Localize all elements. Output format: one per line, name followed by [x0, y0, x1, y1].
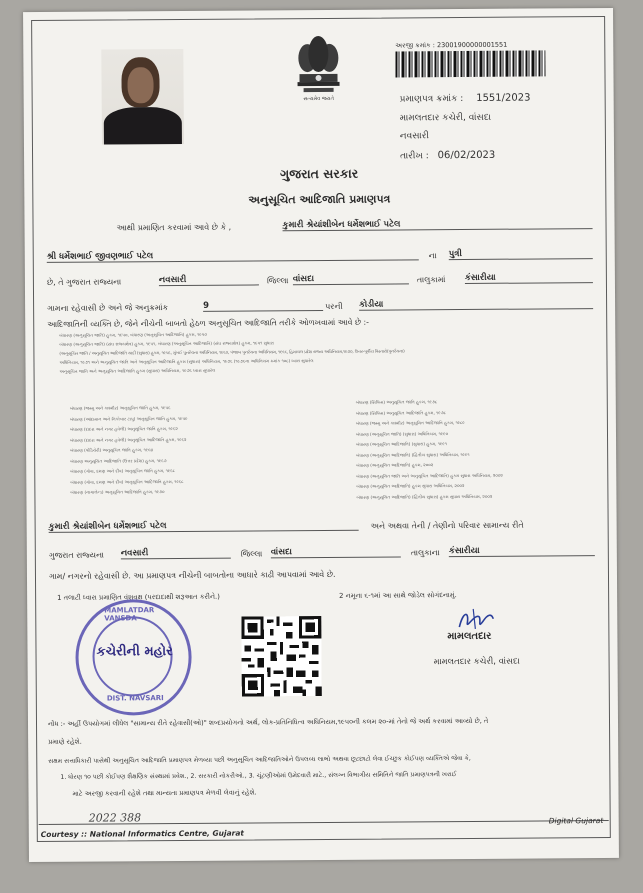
orders-left-column — [70, 404, 311, 500]
certificate-number: 1551/2023 — [476, 92, 531, 104]
order-left-item: બંધારણ (ગોવા, દમણ અને દીવ) અનુસૂચિત જાતિ હુકમ, ૧૯૬૮ — [70, 468, 175, 474]
seal-center-text: કચેરીની મહોર — [96, 644, 173, 660]
order-right-item: બંધારણ (અનુસૂચિત આદિજાતિ) (સુધારા) હુકમ, ૧૯૯૧ — [356, 441, 447, 447]
order-left-item: બંધારણ (નાગાલેન્ડ) અનુસૂચિત આદિજાતિ હુકમ, ૧૯૭૦ — [70, 489, 165, 495]
order-left-item: બંધારણ (દાદરા અને નગર હવેલી) અનુસૂચિત જાતિ હુકમ, ૧૯૬૨ — [69, 425, 178, 432]
district-value: નવસારી — [159, 274, 259, 286]
certificate-title: અનુસૂચિત આદિજાતિ પ્રમાણપત્ર — [248, 192, 391, 207]
order-right-item: બંધારણ (સિક્કિમ) અનુસૂચિત આદિજાતિ હુકમ, ૧૯૭૮ — [355, 409, 446, 416]
signatory-office: મામલતદાર કચેરી, વાંસદા — [433, 656, 520, 668]
residence-text: ગામ/ નગરનો રહેવાસી છે. આ પ્રમાણપત્ર નીચેની બાબતોના આધારે કાઢી આપવામાં આવે છે. — [48, 569, 336, 581]
order-left-item: બંધારણ (આંદામાન અને નિકોબાર ટાપુ) અનુસૂચિત જાતિ હુકમ, ૧૯૫૯ — [69, 415, 188, 422]
seal-bottom-text: DIST. NAVSARI — [106, 694, 164, 703]
national-emblem-icon — [293, 32, 343, 96]
order-left-item: બંધારણ (જમ્મુ અને કાશ્મીર) અનુસૂચિત જાતિ હુકમ, ૧૯૫૬ — [69, 405, 171, 411]
order-right-item: બંધારણ (અનુસૂચિત આદિજાતિ) હુકમ, ૨૦૦૨ — [356, 462, 434, 468]
district-label-repeat: જિલ્લા — [240, 549, 263, 559]
government-title: ગુજરાત સરકાર — [280, 165, 359, 182]
taluka-value: વાંસદા — [293, 273, 409, 285]
issuing-district: નવસારી — [399, 131, 429, 142]
taluka-value-repeat: વાંસદા — [271, 546, 401, 558]
order-right-item: બંધારણ (અનુસૂચિત આદિજાતિ) હુકમ સુધારા અધિનિયમ, ૨૦૦૨ — [356, 482, 465, 489]
note-1-continued: પ્રમાણે રહેશે. — [48, 737, 82, 746]
application-number: અરજી ક્રમાંક : 23001900000001551 — [395, 40, 508, 50]
applicant-photo — [101, 49, 184, 145]
village-value: કંસારીયા — [465, 272, 593, 284]
intro-text: આદિજાતિની વ્યક્તિ છે, જેને નીચેની બાબતો હેઠળ અનુસૂચિત આદિજાતિ તરીકે ઓળખવામાં આવે છે :- — [47, 317, 369, 329]
order-item: બંધારણ (અનુસૂચિત જાતિ) હુકમ, ૧૯૫૦, બંધારણ (અનુસૂચિત આદિજાતિ) હુકમ, ૧૯૫૦ — [59, 331, 208, 338]
state-label: છે, તે ગુજરાત રાજ્યના — [46, 277, 122, 287]
seal-top-text: MAMLATDAR VANSDA — [104, 606, 155, 623]
order-left-item: બંધારણ (પોંડિચેરી) અનુસૂચિત જાતિ હુકમ, ૧૯૬૪ — [70, 447, 154, 453]
note-1: નોંધ :- અહીં ઉપયોગમાં લીધેલ "સામાન્ય રીતે રહેવાસી(ઓ)" શબ્દપ્રયોગનો અર્થ, લોક-પ્રતિનિધિત્વ અધિનિયમ,૧૯૫૦ની કલમ ૨૦-માં તેનો જે અર્થ કરવામાં આવ્યો છે, તે — [47, 716, 489, 728]
qr-code — [241, 616, 322, 697]
serial-number: 9 — [203, 300, 323, 312]
village-value-repeat: કંસારીયા — [449, 545, 595, 557]
order-left-item: બંધારણ (દાદરા અને નગર હવેલી) અનુસૂચિત આદિજાતિ હુકમ, ૧૯૬૨ — [70, 436, 187, 443]
tribe-name: કોડીયા — [359, 298, 593, 311]
handwritten-note: 2022 388 — [88, 811, 142, 825]
relation-value: પુત્રી — [449, 248, 593, 260]
order-left-item: બંધારણ અનુસૂચિત આદિજાતિ (ઉત્તર પ્રદેશ) હુકમ, ૧૯૬૭ — [70, 457, 167, 464]
taluka-label: તાલુકામાં — [416, 275, 446, 285]
order-item: બંધારણ (અનુસૂચિત જાતિ) (સંઘ રાજ્યક્ષેત્ર) હુકમ, ૧૯૫૧, બંધારણ (અનુસૂચિત આદિજાતિ) (સંઘ રાજ્યક્ષેત્ર) હુકમ, ૧૯૫૧ સુધારા — [59, 340, 274, 347]
state-label-repeat: ગુજરાત રાજ્યના — [48, 550, 105, 560]
applicant-name-repeat: કુમારી શ્રેયાંશીબેન ધર્મેશભાઈ પટેલ — [49, 520, 359, 533]
digital-gujarat-label: Digital Gujarat — [548, 816, 604, 826]
note-3: 1. ધોરણ ૧૦ પછી કોઈપણ શૈક્ષણિક સંસ્થામાં પ્રવેશ., 2. સરકારી નોકરીઓ., 3. ચૂંટણીઓમાં ઉમેદવારી માટે., સંલગ્ન વિભાગીય સમિતિને જાતિ પ્રમાણપત્રની ખરાઈ — [60, 771, 457, 781]
signature-mark — [453, 607, 513, 633]
order-right-item: બંધારણ (અનુસૂચિત આદિજાતિ) (દ્વિતીય સુધારા) અધિનિયમ, ૧૯૯૧ — [356, 451, 470, 458]
order-item: અધિનિયમ, ૧૯૭૧ અને અનુસૂચિત જાતિ અને અનુસૂચિત આદિજાતિ હુકમ (સુધારા) અધિનિયમ, ૧૯૭૬ (૧૯૭૬ના અધિનિયમ ક્રમાંક ૧૦૮) ધ્વારા સુધારેલ — [59, 358, 314, 365]
village-label: ગામના રહેવાસી છે અને જે અનુક્રમાંક — [47, 303, 169, 313]
order-right-item: બંધારણ (સિક્કિમ) અનુસૂચિત જાતિ હુકમ, ૧૯૭૮ — [355, 399, 438, 405]
courtesy-text: Courtesy :: National Informatics Centre, Gujarat — [40, 828, 245, 839]
signatory-title: મામલતદાર — [447, 630, 492, 643]
relation-label: ના — [428, 251, 437, 261]
order-right-item: બંધારણ (અનુસૂચિત જાતિ અને અનુસૂચિત આદિજાતિ) હુકમ સુધારા અધિનિયમ, ૨૦૦૨ — [356, 472, 503, 479]
district-label: જિલ્લા — [266, 276, 289, 286]
family-text: અને અથવા તેની / તેણીનો પરિવાર સામાન્ય રીતે — [370, 520, 524, 531]
order-right-item: બંધારણ (જમ્મુ અને કાશ્મીર) અનુસૂચિત આદિજાતિ હુકમ, ૧૯૮૯ — [355, 419, 465, 426]
applicant-name: કુમારી શ્રેયાંશીબેન ધર્મેશભાઈ પટેલ — [282, 218, 592, 231]
orders-right-column — [356, 398, 597, 505]
certificate-sheet — [23, 8, 619, 862]
office-seal — [75, 599, 192, 716]
emblem-caption: સત્યમેવ જયતે — [303, 95, 334, 103]
issuing-office: મામલતદાર કચેરી, વાંસદા — [399, 112, 492, 124]
issue-date-row — [400, 150, 495, 162]
barcode — [395, 50, 545, 77]
issue-date-label: તારીખ : — [400, 151, 429, 162]
taluka-label-repeat: તાલુકાના — [410, 548, 440, 558]
basis-2: 2 નમૂના ૬-૧માં આ સાથે જોડેલ સોગંદનામું. — [339, 591, 457, 600]
tribe-label: પરની — [325, 301, 343, 311]
note-2: સક્ષમ સત્તાધિકારી પાસેથી અનુસૂચિત આદિજાતિ પ્રમાણપત્ર મેળવ્યા પછી અનુસૂચિત આદિજાતિઓને ઉપલબ્ધ લાભો અથવા છૂટછાટો લેવા ઈચ્છુક કોઈપણ વ્યક્તિએ જેવા કે, — [48, 754, 471, 765]
district-value-repeat: નવસારી — [121, 548, 231, 560]
note-3-continued: માટે અરજી કરવાની રહેશે તથા માન્યતા પ્રમાણપત્ર મેળવી લેવાનું રહેશે. — [72, 788, 257, 798]
certify-text: આથી પ્રમાણિત કરવામાં આવે છે કે , — [116, 222, 232, 233]
basis-1: 1 તલાટી ધ્વારા પ્રમાણિત વંશવૃક્ષ (પરદાદાથી શરૂઆત કરીને.) — [57, 592, 220, 602]
father-name: શ્રી ધર્મેશભાઈ જીવણભાઈ પટેલ — [47, 249, 419, 263]
issue-date: 06/02/2023 — [437, 149, 496, 162]
order-right-item: બંધારણ (અનુસૂચિત આદિજાતિ) (દ્વિતીય સુધારા) હુકમ સુધારા અધિનિયમ, ૨૦૦૨ — [356, 493, 493, 500]
order-left-item: બંધારણ (ગોવા, દમણ અને દીવ) અનુસૂચિત આદિજાતિ હુકમ, ૧૯૬૮ — [70, 478, 184, 485]
certificate-number-label: પ્રમાણપત્ર ક્રમાંક : — [399, 93, 464, 105]
order-item: (અનુસૂચિત જાતિ / અનુસૂચિત આદિજાતિ યાદી (સુધારા) હુકમ, ૧૯૫૬, મુંબઈ પુનર્રચના અધિનિયમ, ૧૯૬૦, પંજાબ પુનર્રચના અધિનિયમ, ૧૯૬૬, હિમાચલ પ્રદેશ રાજ્ય અધિનિયમ,૧૯૭૦, ઉત્તર-પૂર્વીય વિસ્તારો(પુનર્રચના) — [59, 348, 405, 356]
order-item: અનુસૂચિત જાતિ અને અનુસૂચિત આદિજાતિ હુકમ (સુધારા) અધિનિયમ, ૧૯૭૬ ધ્વારા સુધારેલ — [59, 367, 216, 374]
certificate-number-row — [400, 93, 531, 105]
order-right-item: બંધારણ (અનુસૂચિત જાતિ) (સુધારા) અધિનિયમ, ૧૯૯૦ — [355, 430, 449, 437]
orders-list — [59, 329, 589, 378]
